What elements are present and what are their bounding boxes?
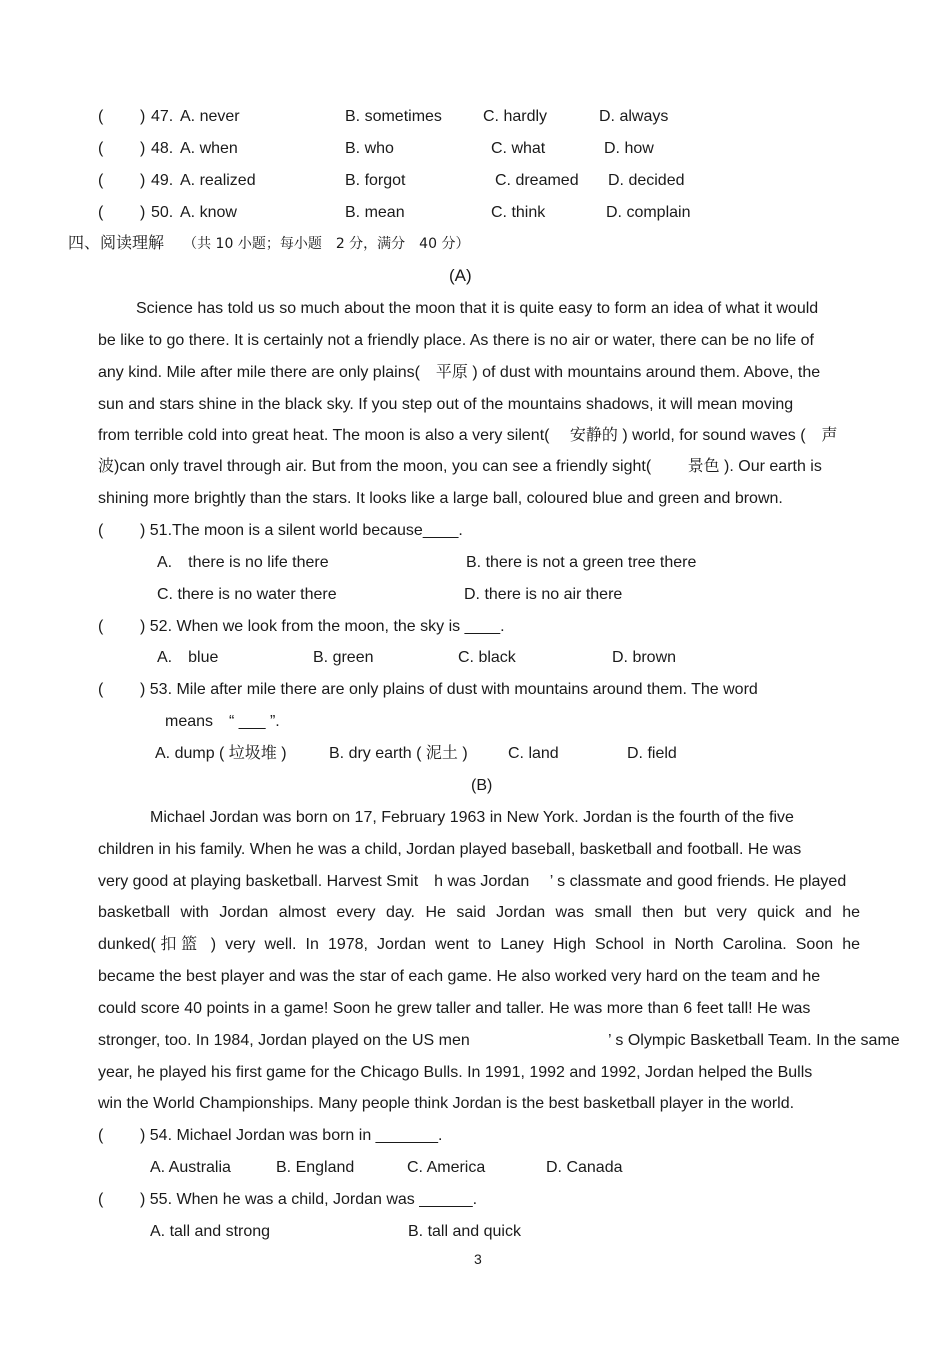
option-d: D. Canada — [546, 1159, 623, 1176]
option-b: B. mean — [345, 204, 405, 221]
option-c: C. think — [491, 204, 546, 221]
option-c: C. there is no water there — [157, 586, 337, 603]
option-c: C. dreamed — [495, 172, 579, 189]
passage-line: be like to go there. It is certainly not a friendly place. As there is no air or water, there can be no life of — [98, 332, 814, 349]
question-number: 50. — [151, 204, 174, 221]
passage-line: could score 40 points in a game! Soon he grew taller and taller. He was more than 6 feet tall! He was — [98, 1000, 811, 1017]
option-c: C. black — [458, 649, 516, 666]
option-c: C. land — [508, 745, 559, 762]
option-b: B. forgot — [345, 172, 406, 189]
question-stem-continued: means “ ___ ”. — [165, 713, 280, 730]
passage-line: from terrible cold into great heat. The moon is also a very silent( 安静的 ) world, for sound waves ( 声 — [98, 427, 838, 444]
question-number: ) — [140, 140, 146, 157]
option-d: D. always — [599, 108, 669, 125]
answer-bracket[interactable]: ( — [98, 172, 104, 189]
option-a: A. dump ( 垃圾堆 ) — [155, 745, 287, 762]
passage-line: any kind. Mile after mile there are only plains( 平原 ) of dust with mountains around them. Above, the — [98, 364, 821, 381]
answer-bracket[interactable]: ( — [98, 1191, 104, 1208]
option-b: B. green — [313, 649, 374, 666]
question-number: ) — [140, 172, 146, 189]
answer-bracket[interactable]: ( — [98, 1127, 104, 1144]
question-stem: ) 52. When we look from the moon, the sky is ____. — [140, 618, 505, 635]
answer-bracket[interactable]: ( — [98, 140, 104, 157]
passage-line: Science has told us so much about the moon that it is quite easy to form an idea of what it would — [136, 300, 819, 317]
option-c: C. hardly — [483, 108, 548, 125]
option-a: A. there is no life there — [157, 554, 329, 571]
question-stem: ) 53. Mile after mile there are only plains of dust with mountains around them. The word — [140, 681, 758, 698]
passage-line: Michael Jordan was born on 17, February 1963 in New York. Jordan is the fourth of the five — [150, 809, 794, 826]
option-d: D. there is no air there — [464, 586, 623, 603]
option-d: D. brown — [612, 649, 677, 666]
passage-line: shining more brightly than the stars. It looks like a large ball, coloured blue and green and brown. — [98, 490, 783, 507]
passage-b-label: (B) — [471, 777, 493, 794]
answer-bracket[interactable]: ( — [98, 618, 104, 635]
answer-bracket[interactable]: ( — [98, 108, 104, 125]
option-d: D. complain — [606, 204, 691, 221]
option-a: A. blue — [157, 649, 219, 666]
question-number: ) — [140, 204, 146, 221]
option-b: B. England — [276, 1159, 355, 1176]
answer-bracket[interactable]: ( — [98, 681, 104, 698]
passage-line: basketball with Jordan almost every day. He said Jordan was small then but very quick and he — [98, 904, 860, 921]
option-a: A. when — [180, 140, 238, 157]
passage-line-tail: ’ s Olympic Basketball Team. In the same — [608, 1032, 900, 1049]
passage-line: very good at playing basketball. Harvest Smit h was Jordan ’ s classmate and good friends. He played — [98, 873, 847, 890]
option-d: D. decided — [608, 172, 685, 189]
option-a: A. realized — [180, 172, 256, 189]
passage-line: became the best player and was the star of each game. He also worked very hard on the team and he — [98, 968, 821, 985]
option-a: A. never — [180, 108, 240, 125]
option-b: B. tall and quick — [408, 1223, 521, 1240]
question-stem: ) 51.The moon is a silent world because____. — [140, 522, 463, 539]
passage-a-label: (A) — [449, 266, 472, 285]
section-note: （共 10 小题；每小题 2 分，满分 40 分） — [183, 236, 470, 252]
option-b: B. sometimes — [345, 108, 442, 125]
option-a: A. Australia — [150, 1159, 231, 1176]
option-b: B. there is not a green tree there — [466, 554, 697, 571]
option-a: A. tall and strong — [150, 1223, 271, 1240]
question-number: 47. — [151, 108, 174, 125]
passage-line: sun and stars shine in the black sky. If you step out of the mountains shadows, it will mean moving — [98, 396, 794, 413]
question-number: 48. — [151, 140, 174, 157]
option-b: B. dry earth ( 泥土 ) — [329, 745, 468, 762]
passage-line: 波)can only travel through air. But from the moon, you can see a friendly sight( 景色 ). Our earth is — [98, 458, 822, 475]
option-b: B. who — [345, 140, 394, 157]
passage-line: children in his family. When he was a child, Jordan played baseball, basketball and football. He was — [98, 841, 802, 858]
question-stem: ) 54. Michael Jordan was born in _______. — [140, 1127, 443, 1144]
answer-bracket[interactable]: ( — [98, 522, 104, 539]
page-number: 3 — [474, 1251, 482, 1267]
passage-line: year, he played his first game for the Chicago Bulls. In 1991, 1992 and 1992, Jordan helped the Bulls — [98, 1064, 813, 1081]
option-a: A. know — [180, 204, 237, 221]
answer-bracket[interactable]: ( — [98, 204, 104, 221]
question-number: ) — [140, 108, 146, 125]
option-d: D. how — [604, 140, 654, 157]
passage-line: stronger, too. In 1984, Jordan played on the US men — [98, 1032, 470, 1049]
section-title: 四、阅读理解 — [68, 233, 165, 252]
option-d: D. field — [627, 745, 677, 762]
question-stem: ) 55. When he was a child, Jordan was ______. — [140, 1191, 478, 1208]
passage-line: dunked(扣篮 ) very well. In 1978, Jordan went to Laney High School in North Carolina. Soon he — [98, 936, 860, 953]
option-c: C. America — [407, 1159, 486, 1176]
passage-line: win the World Championships. Many people think Jordan is the best basketball player in the world. — [98, 1095, 795, 1112]
question-number: 49. — [151, 172, 174, 189]
section-heading — [68, 233, 469, 254]
option-c: C. what — [491, 140, 546, 157]
